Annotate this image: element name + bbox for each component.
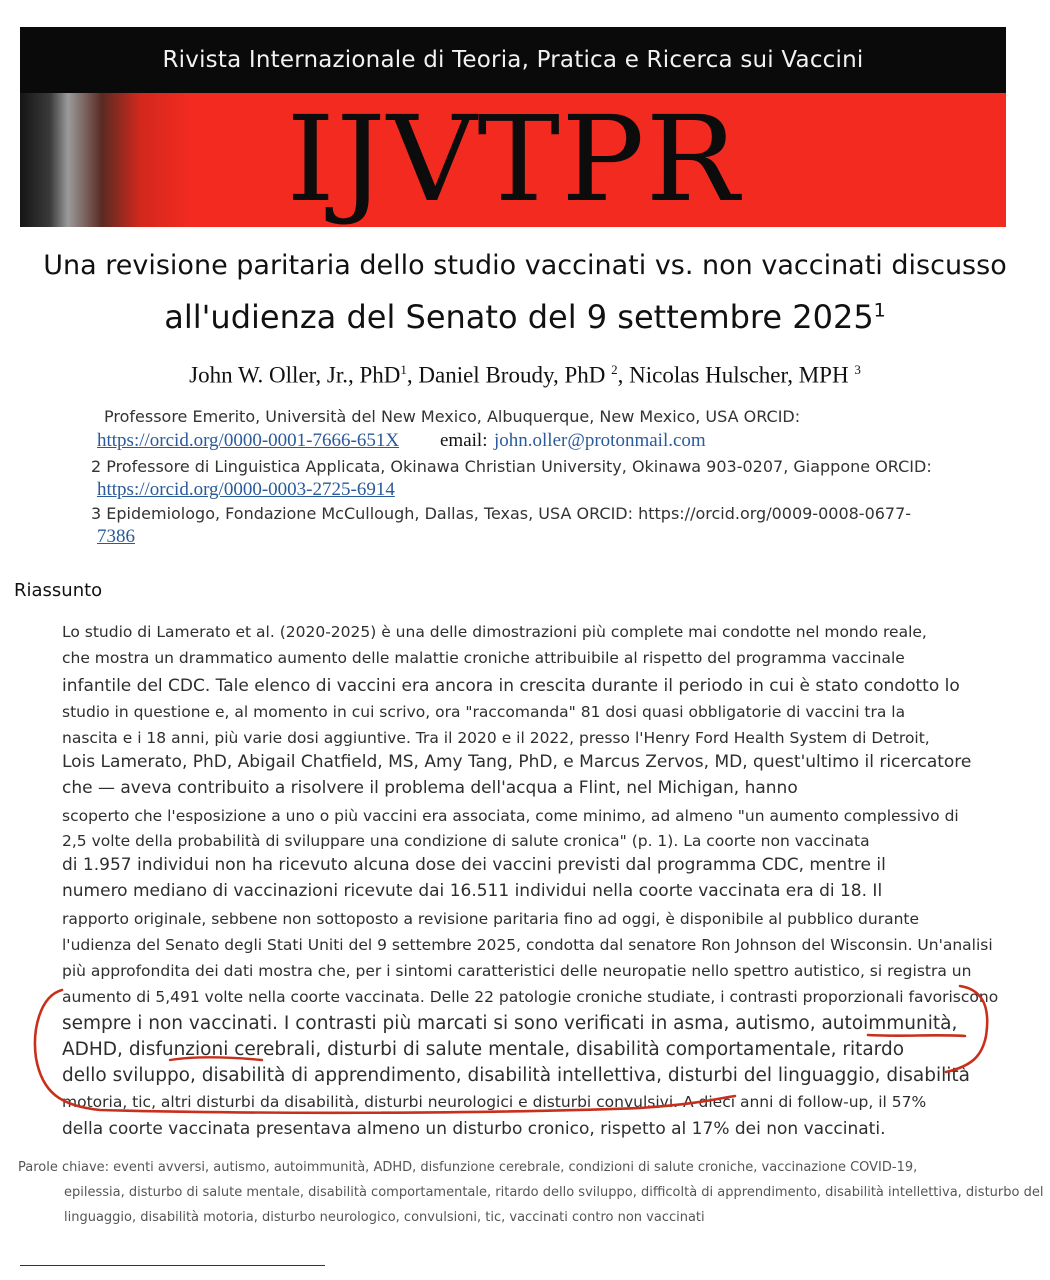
author-affiliation-marker: 2	[611, 362, 618, 377]
abstract-line: dello sviluppo, disabilità di apprendimento, disabilità intellettiva, disturbi del linguaggio, disabilità	[62, 1065, 970, 1086]
keywords-line-2: epilessia, disturbo di salute mentale, disabilità comportamentale, ritardo dello sviluppo, difficoltà di apprendimento, disabilità intellettiva, disturbo del	[64, 1185, 1044, 1200]
keywords-line-1: Parole chiave: eventi avversi, autismo, autoimmunità, ADHD, disfunzione cerebrale, condizioni di salute croniche, vaccinazione COVID-19,	[18, 1160, 918, 1175]
journal-logo: IJVTPR	[286, 91, 740, 229]
orcid-link-1[interactable]: https://orcid.org/0000-0001-7666-651X	[97, 430, 400, 451]
abstract-line: motoria, tic, altri disturbi da disabilità, disturbi neurologici e disturbi convulsivi. A dieci anni di follow-up, il 57%	[62, 1093, 927, 1111]
title-footnote-marker: 1	[873, 299, 886, 322]
abstract-line: nascita e i 18 anni, più varie dosi aggiuntive. Tra il 2020 e il 2022, presso l'Henry Ford Health System di Detroit,	[62, 729, 930, 747]
email-label: email:	[440, 430, 488, 451]
article-title-line-2	[0, 298, 1050, 336]
abstract-line: Lo studio di Lamerato et al. (2020-2025) è una delle dimostrazioni più complete mai condotte nel mondo reale,	[62, 623, 927, 641]
abstract-line: più approfondita dei dati mostra che, per i sintomi caratteristici delle neuropatie nello spettro autistico, si registra un	[62, 962, 972, 980]
orcid-link-3-tail[interactable]: 7386	[97, 526, 135, 547]
article-title-text: all'udienza del Senato del 9 settembre 2025	[164, 298, 874, 336]
journal-banner-top	[20, 27, 1006, 93]
abstract-line: studio in questione e, al momento in cui scrivo, ora "raccomanda" 81 dosi quasi obbligatorie di vaccini tra la	[62, 703, 906, 721]
journal-logo-banner	[20, 93, 1006, 227]
keywords-line-3: linguaggio, disabilità motoria, disturbo neurologico, convulsioni, tic, vaccinati contro non vaccinati	[64, 1210, 705, 1225]
abstract-line: l'udienza del Senato degli Stati Uniti del 9 settembre 2025, condotta dal senatore Ron Johnson del Wisconsin. Un'analisi	[62, 936, 993, 954]
affiliation-3: 3 Epidemiologo, Fondazione McCullough, Dallas, Texas, USA ORCID: https://orcid.org/0009-0008-0677-	[91, 504, 912, 523]
annotation-underline	[868, 1035, 965, 1036]
abstract-line: rapporto originale, sebbene non sottoposto a revisione paritaria fino ad oggi, è disponibile al pubblico durante	[62, 910, 920, 928]
abstract-line: aumento di 5,491 volte nella coorte vaccinata. Delle 22 patologie croniche studiate, i contrasti proporzionali favoriscono	[62, 988, 999, 1006]
abstract-line: di 1.957 individui non ha ricevuto alcuna dose dei vaccini previsti dal programma CDC, mentre il	[62, 855, 886, 875]
abstract-line: della coorte vaccinata presentava almeno un disturbo cronico, rispetto al 17% dei non vaccinati.	[62, 1119, 886, 1139]
affiliation-1: Professore Emerito, Università del New Mexico, Albuquerque, New Mexico, USA ORCID:	[104, 407, 801, 426]
author-list: John W. Oller, Jr., PhD$^1$, Daniel Broudy, PhD $^2$, Nicolas Hulscher, MPH $^3$	[189, 362, 861, 388]
journal-name: Rivista Internazionale di Teoria, Pratica e Ricerca sui Vaccini	[162, 47, 864, 73]
author-name: Nicolas Hulscher, MPH	[629, 362, 855, 388]
abstract-line: sempre i non vaccinati. I contrasti più marcati si sono verificati in asma, autismo, autoimmunità,	[62, 1013, 958, 1034]
footnote-rule	[20, 1265, 325, 1266]
author-name: John W. Oller, Jr., PhD	[189, 362, 401, 388]
abstract-line: Lois Lamerato, PhD, Abigail Chatfield, MS, Amy Tang, PhD, e Marcus Zervos, MD, quest'ultimo il ricercatore	[62, 752, 972, 772]
abstract-line: che mostra un drammatico aumento delle malattie croniche attribuibile al rispetto del programma vaccinale	[62, 649, 905, 667]
affiliation-2: 2 Professore di Linguistica Applicata, Okinawa Christian University, Okinawa 903-0207, Giappone ORCID:	[91, 457, 932, 476]
author-affiliation-marker: 3	[854, 362, 861, 377]
orcid-link-2[interactable]: https://orcid.org/0000-0003-2725-6914	[97, 479, 395, 500]
abstract-line: infantile del CDC. Tale elenco di vaccini era ancora in crescita durante il periodo in cui è stato condotto lo	[62, 676, 960, 696]
author-name: Daniel Broudy, PhD	[418, 362, 612, 388]
abstract-line: ADHD, disfunzioni cerebrali, disturbi di salute mentale, disabilità comportamentale, ritardo	[62, 1039, 905, 1060]
abstract-line: che — aveva contribuito a risolvere il problema dell'acqua a Flint, nel Michigan, hanno	[62, 778, 798, 798]
author-email[interactable]: john.oller@protonmail.com	[494, 430, 706, 451]
abstract-line: 2,5 volte della probabilità di sviluppare una condizione di salute cronica" (p. 1). La coorte non vaccinata	[62, 832, 870, 850]
article-title-line-1: Una revisione paritaria dello studio vaccinati vs. non vaccinati discusso	[43, 250, 1007, 281]
abstract-line: scoperto che l'esposizione a uno o più vaccini era associata, come minimo, ad almeno "un aumento complessivo di	[62, 807, 959, 825]
abstract-line: numero mediano di vaccinazioni ricevute dai 16.511 individui nella coorte vaccinata era di 18. Il	[62, 881, 883, 901]
abstract-heading: Riassunto	[14, 580, 103, 601]
author-affiliation-marker: 1	[400, 362, 407, 377]
